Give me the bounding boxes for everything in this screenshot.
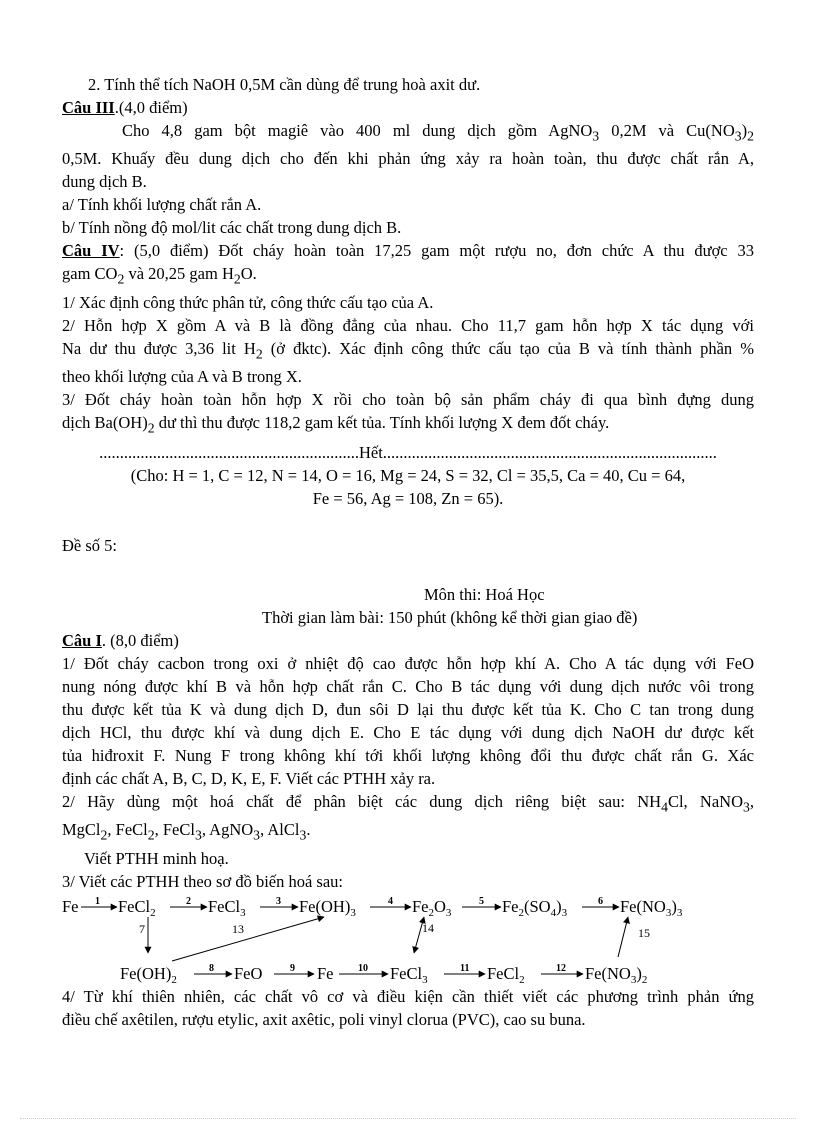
page-bottom-border bbox=[20, 1118, 796, 1119]
arrow-label-15: 15 bbox=[638, 925, 650, 940]
reaction-scheme-diagram bbox=[62, 895, 754, 985]
thoi-gian: Thời gian làm bài: 150 phút (không kể thời gian giao đề) bbox=[262, 608, 638, 628]
mon-thi: Môn thi: Hoá Học bbox=[424, 585, 545, 605]
arrow-label-8: 8 bbox=[209, 962, 214, 974]
cau-iii-heading: Câu III.(4,0 điểm) bbox=[62, 98, 188, 117]
cau-iv-heading: Câu IV: (5,0 điểm) Đốt cháy hoàn toàn 17,25 gam một rượu no, đơn chức A thu được 33 bbox=[62, 241, 754, 261]
arrow-label-4: 4 bbox=[388, 895, 393, 907]
scheme-fe2o3: $Fe_2O_3$ bbox=[412, 896, 452, 919]
scheme-fecl3-top: FeCl$_3$ bbox=[208, 896, 246, 919]
scheme-feoh3: $Fe(OH)_3$ bbox=[299, 896, 356, 919]
cau-iv-3: 3/ Đốt cháy hoàn toàn hỗn hợp X rồi cho toàn bộ sản phẩm cháy đi qua bình đựng dung bbox=[62, 389, 754, 409]
scheme-feno33: $Fe(NO_3)_3$ bbox=[620, 896, 683, 919]
de-so-5: Đề số 5: bbox=[62, 536, 117, 556]
het-line: ...............................................................Hết................................................................................. bbox=[99, 443, 717, 463]
scheme-fecl2-top: FeCl$_2$ bbox=[118, 896, 156, 919]
arrow-label-3: 3 bbox=[276, 895, 281, 907]
document-page: 2. Tính thể tích NaOH 0,5M cần dùng để trung hoà axit dư. Câu III.(4,0 điểm) Cho 4,8 gam bột magiê vào 400 ml dung dịch gồm AgNO$_3$ 0,2M và $Cu(NO_3)_2$ 0,5M. Khuấy đều dung dịch cho đến khi phản ứng xảy ra hoàn toàn, thu được chất rắn A, dung dịch B. a/ Tính khối lượng chất rắn A. b/ Tính nồng độ mol/lit các chất trong dung dịch B. Câu IV: (5,0 điểm) Đốt cháy hoàn toàn 17,25 gam một rượu no, đơn chức A thu được 33 gam $CO_2$ và 20,25 gam $H_2O$. 1/ Xác định công thức phân tử, công thức cấu tạo của A. 2/ Hỗn hợp X gồm A và B là đồng đẳng của nhau. Cho 11,7 gam hỗn hợp X tác dụng với Na dư thu được 3,36 lit $H_2$ (ở đktc). Xác định công thức cấu tạo của B và tính thành phần % theo khối lượng của A và B trong X. 3/ Đốt cháy hoàn toàn hỗn hợp X rồi cho toàn bộ sản phẩm cháy đi qua bình đựng dung dịch $Ba(OH)_2$ dư thì thu được 118,2 gam kết tủa. Tính khối lượng X đem đốt cháy. ...............................................................Hết................................................................................. (Cho: H = 1, C = 12, N = 14, O = 16, Mg = 24, S = 32, Cl = 35,5, Ca = 40, Cu = 64, Fe = 56, Ag = 108, Zn = 65). Đề số 5: Môn thi: Hoá Học Thời gian làm bài: 150 phút (không kể thời gian giao đề) Câu I. (8,0 điểm) 1/ Đốt cháy cacbon trong oxi ở nhiệt độ cao được hỗn hợp khí A. Cho A tác dụng với FeO nung nóng được khí B và hỗn hợp chất rắn C. Cho B tác dụng với dung dịch nước vôi trong thu được kết tủa K và dung dịch D, đun sôi D lại thu được kết tủa K. Cho C tan trong dung dịch HCl, thu được khí và dung dịch E. Cho E tác dụng với dung dịch NaOH dư được kết tủa hiđroxit F. Nung F trong không khí tới khối lượng không đổi thu được chất rắn G. Xác định các chất A, B, C, D, K, E, F. Viết các PTHH xảy ra. 2/ Hãy dùng một hoá chất để phân biệt các dung dịch riêng biệt sau: $NH_4Cl$, NaNO$_3$, MgCl$_2$, FeCl$_2$, FeCl$_3$, AgNO$_3$, AlCl$_3$. Viết PTHH minh hoạ. 3/ Viết các PTHH theo sơ đồ biến hoá sau: Fe FeCl$_2$ FeCl$_3$ $Fe(OH)_3$ $Fe_2O_3$ $Fe_2(SO_4)_3$ $Fe(NO_3)_3$ 1 2 3 4 5 6 7 13 14 15 $Fe(OH)_2$ FeO Fe FeCl$_3$ FeCl$_2$ $Fe(NO_3)_2$ 8 9 10 11 12 4/ Từ khí thiên nhiên, các chất vô cơ và điều kiện cần thiết viết các phương trình phản ứng điều chế axêtilen, rượu etylic, axit axêtic, poli vinyl clorua (PVC), cao su buna. bbox=[62, 75, 754, 1029]
het-text: Hết bbox=[358, 443, 383, 463]
arrow-13 bbox=[172, 917, 324, 961]
atomic-masses-2: Fe = 56, Ag = 108, Zn = 65). bbox=[312, 489, 504, 509]
cau-iv-1: 1/ Xác định công thức phân tử, công thức cấu tạo của A. bbox=[62, 292, 434, 312]
scheme-fecl2-bottom: FeCl$_2$ bbox=[487, 963, 525, 985]
arrow-label-6: 6 bbox=[598, 895, 603, 907]
atomic-masses-1: (Cho: H = 1, C = 12, N = 14, O = 16, Mg = 24, S = 32, Cl = 35,5, Ca = 40, Cu = 64, bbox=[130, 466, 686, 486]
cau-i-label: Câu I bbox=[62, 631, 102, 651]
arrow-label-14: 14 bbox=[422, 920, 434, 935]
cau-i-q2: 2/ Hãy dùng một hoá chất để phân biệt các dung dịch riêng biệt sau: $NH_4Cl$, NaNO$_3$, bbox=[62, 792, 754, 815]
arrow-label-9: 9 bbox=[290, 962, 295, 974]
cau-iii-b: b/ Tính nồng độ mol/lit các chất trong dung dịch B. bbox=[62, 218, 402, 238]
arrow-label-13: 13 bbox=[232, 921, 244, 936]
question-2-line: 2. Tính thể tích NaOH 0,5M cần dùng để trung hoà axit dư. bbox=[88, 75, 481, 94]
cau-iv-label: Câu IV bbox=[62, 241, 120, 261]
scheme-feno32: $Fe(NO_3)_2$ bbox=[585, 963, 648, 985]
cau-iii-label: Câu III bbox=[62, 98, 115, 117]
arrow-label-12: 12 bbox=[556, 962, 566, 974]
scheme-feo: FeO bbox=[234, 963, 263, 983]
arrow-label-1: 1 bbox=[95, 895, 100, 907]
scheme-fe: Fe bbox=[62, 896, 79, 916]
reaction-scheme bbox=[62, 895, 754, 985]
arrow-label-11: 11 bbox=[460, 962, 470, 974]
cau-iii-text: Cho 4,8 gam bột magiê vào 400 ml dung dịch gồm AgNO$_3$ 0,2M và $Cu(NO_3)_2$ bbox=[122, 121, 754, 144]
scheme-fecl3-bottom: FeCl$_3$ bbox=[390, 963, 428, 985]
cau-i-q3: 3/ Viết các PTHH theo sơ đồ biến hoá sau: bbox=[62, 871, 343, 891]
scheme-fe2so43: $Fe_2(SO_4)_3$ bbox=[502, 896, 568, 919]
cau-iv-2: 2/ Hỗn hợp X gồm A và B là đồng đẳng của nhau. Cho 11,7 gam hỗn hợp X tác dụng với bbox=[62, 315, 754, 335]
cau-iii-a: a/ Tính khối lượng chất rắn A. bbox=[62, 195, 262, 215]
scheme-fe-bottom: Fe bbox=[317, 963, 334, 983]
cau-i-heading: Câu I. (8,0 điểm) bbox=[62, 631, 179, 651]
scheme-feoh2: $Fe(OH)_2$ bbox=[120, 963, 177, 985]
arrow-label-10: 10 bbox=[358, 962, 368, 974]
arrow-label-2: 2 bbox=[186, 895, 191, 907]
arrow-label-5: 5 bbox=[479, 895, 484, 907]
cau-i-q4: 4/ Từ khí thiên nhiên, các chất vô cơ và điều kiện cần thiết viết các phương trình phản ứng bbox=[62, 986, 754, 1006]
arrow-15 bbox=[618, 917, 628, 957]
cau-i-q1: 1/ Đốt cháy cacbon trong oxi ở nhiệt độ cao được hỗn hợp khí A. Cho A tác dụng với FeO bbox=[62, 654, 754, 674]
arrow-label-7: 7 bbox=[139, 921, 145, 936]
